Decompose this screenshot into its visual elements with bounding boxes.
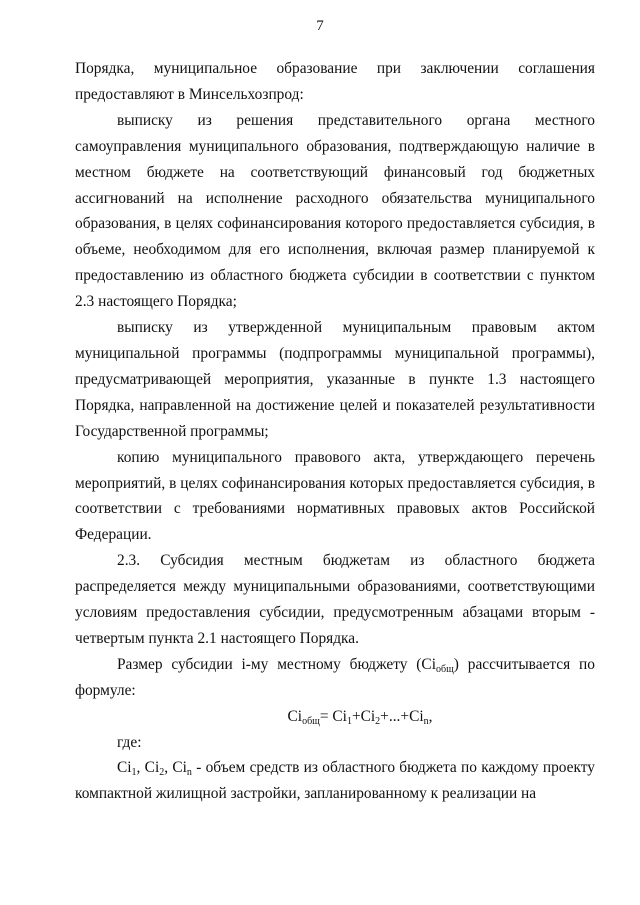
paragraph-legend: [75, 755, 595, 807]
legend-c2: , Ci: [136, 759, 160, 777]
legend-c2-sub: 2: [159, 767, 165, 779]
formula-term-2-sub: 2: [375, 715, 381, 727]
formula-term-n: +...+Ci: [380, 707, 424, 725]
paragraph-copy-act: копию муниципального правового акта, утверждающего перечень мероприятий, в целях софинансирования которых предоставляется субсидия, в соответствии с требованиями нормативных правовых актов Российской Федерации.: [75, 448, 595, 544]
paragraph-2-3: 2.3. Субсидия местным бюджетам из областного бюджета распределяется между муниципальными образованиями, соответствующими условиям предоставления субсидии, предусмотренным абзацами вторым - четвертым пункта 2.1 настоящего Порядка.: [75, 552, 595, 647]
formula-intro-sub: общ: [435, 663, 454, 675]
formula: [75, 704, 595, 730]
paragraph-continuation: Порядка, муниципальное образование при заключении соглашения предоставляют в Минсельхозпрод:: [75, 60, 595, 103]
formula-term-n-sub: n: [423, 715, 429, 727]
formula-lhs: Ci: [287, 707, 303, 725]
formula-intro-after: ) рассчитывается по формуле:: [75, 655, 595, 699]
paragraph-extract-decision: выписку из решения представительного органа местного самоуправления муниципального образования, подтверждающую наличие в местном бюджете на соответствующий финансовый год бюджетных ассигнований на исполнение расходного обязательства муниципального образования, в целях софинансирования которого предоставляется субсидия, в объеме, необходимом для его исполнения, включая размер планируемой к предоставлению из областного бюджета субсидии в соответствии с пунктом 2.3 настоящего Порядка;: [75, 111, 595, 311]
legend-cn: , Ci: [164, 759, 187, 777]
paragraph-where: где:: [117, 733, 142, 751]
formula-end: ,: [428, 707, 433, 725]
formula-lhs-sub: общ: [302, 715, 320, 727]
formula-term-1-sub: 1: [346, 715, 352, 727]
formula-term-2: +Ci: [351, 707, 376, 725]
legend-cn-sub: n: [186, 767, 192, 779]
legend-text: - объем средств из областного бюджета по каждому проекту компактной жилищной застройки, запланированному к реализации на: [75, 759, 595, 803]
document-body: [75, 56, 595, 807]
formula-term-1: = Ci: [319, 707, 347, 725]
page-number: 7: [316, 18, 324, 34]
paragraph-formula-intro: [75, 652, 595, 704]
formula-intro-before: Размер субсидии i-му местному бюджету (Ci: [117, 655, 436, 673]
legend-c1: Ci: [117, 759, 132, 777]
legend-c1-sub: 1: [131, 767, 137, 779]
paragraph-extract-program: выписку из утвержденной муниципальным правовым актом муниципальной программы (подпрограммы муниципальной программы), предусматривающей мероприятия, указанные в пункте 1.3 настоящего Порядка, направленной на достижение целей и показателей результативности Государственной программы;: [75, 319, 595, 440]
